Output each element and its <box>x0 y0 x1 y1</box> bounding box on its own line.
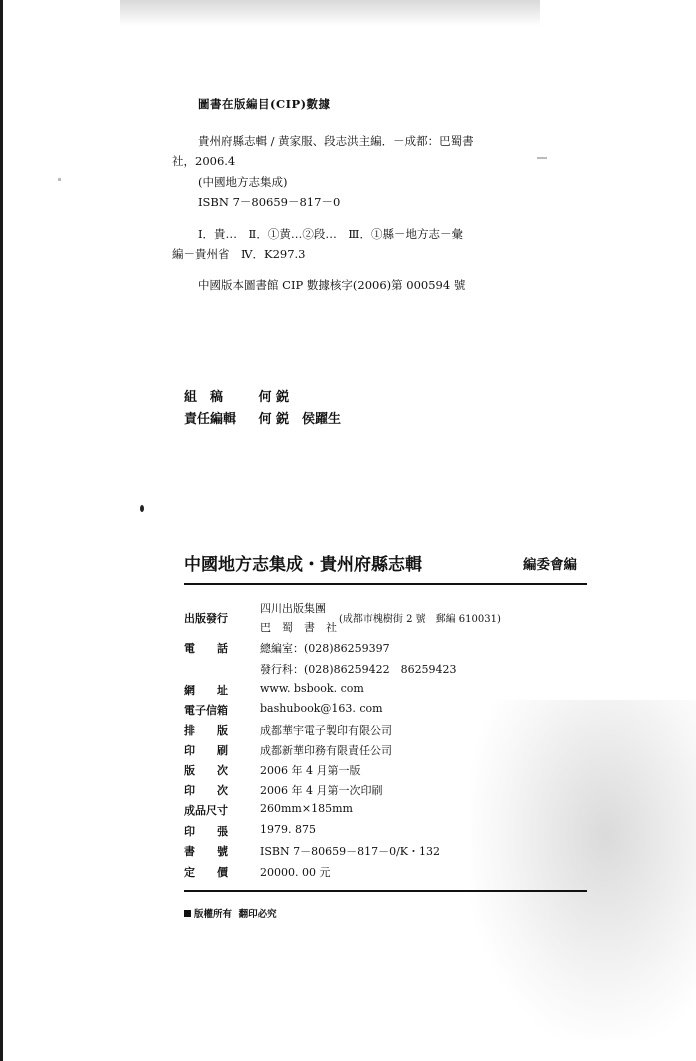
email-label: 電子信箱 <box>184 704 228 717</box>
website-label: 網 址 <box>184 684 228 697</box>
top-rule <box>184 583 587 585</box>
edition-value: 2006 年 4 月第一版 <box>260 764 361 777</box>
cip-line: (中國地方志集成) <box>198 175 288 189</box>
organizer-label: 組 稿 <box>184 390 224 405</box>
cip-line: ISBN 7－80659－817－0 <box>198 195 341 209</box>
organizer-name: 何 鋭 <box>258 390 290 405</box>
phone-sales: 發行科：(028)86259422 86259423 <box>260 663 457 676</box>
cip-line: Ⅰ．貴… Ⅱ．①黄…②段… Ⅲ．①縣－地方志－彙 <box>198 227 463 241</box>
publisher-press: 巴 蜀 書 社 <box>260 621 337 634</box>
scan-speck <box>140 505 144 512</box>
size-value: 260mm×185mm <box>260 802 353 815</box>
editor-label: 責任編輯 <box>184 412 237 427</box>
rights-notice <box>184 906 277 920</box>
typeset-label: 排 版 <box>184 724 228 737</box>
scan-speck <box>537 157 547 159</box>
phone-row <box>184 640 584 680</box>
square-bullet-icon <box>184 910 191 917</box>
isbn-label: 書 號 <box>184 845 228 858</box>
printer-value: 成都新華印務有限責任公司 <box>260 744 392 757</box>
price-value: 20000. 00 元 <box>260 866 331 879</box>
cip-heading: 圖書在版編目(CIP)數據 <box>198 97 331 111</box>
size-label: 成品尺寸 <box>184 804 228 817</box>
publisher-group: 四川出版集團 <box>260 602 326 615</box>
editor-names: 何 鋭 侯躍生 <box>258 412 342 427</box>
email-value: bashubook@163. com <box>260 702 383 715</box>
publisher-address: (成都市槐樹街 2 號 郵編 610031) <box>339 614 501 625</box>
scan-speck <box>58 178 61 181</box>
series-title: 中國地方志集成・貴州府縣志輯 <box>184 555 422 575</box>
phone-editorial: 總編室：(028)86259397 <box>260 642 390 655</box>
typeset-value: 成都華宇電子製印有限公司 <box>260 724 392 737</box>
printer-label: 印 刷 <box>184 744 228 757</box>
organizer-row <box>184 386 289 405</box>
editor-row <box>184 408 341 427</box>
cip-line: 編－貴州省 Ⅳ．K297.3 <box>172 247 306 261</box>
scan-edge <box>0 0 3 1061</box>
rights-text-1: 版權所有 <box>194 909 233 920</box>
rights-text-2: 翻印必究 <box>238 909 277 920</box>
isbn-value: ISBN 7－80659－817－0/K・132 <box>260 845 440 858</box>
impression-value: 2006 年 4 月第一次印刷 <box>260 784 383 797</box>
scan-shadow-top <box>120 0 540 26</box>
scan-shadow-bottom-right <box>470 700 696 1040</box>
sheets-label: 印 張 <box>184 825 228 838</box>
cip-line: 社，2006.4 <box>172 154 236 168</box>
bottom-rule <box>184 890 587 892</box>
impression-label: 印 次 <box>184 784 228 797</box>
phone-label: 電 話 <box>184 642 228 655</box>
website-value: www. bsbook. com <box>260 682 364 695</box>
sheets-value: 1979. 875 <box>260 823 316 836</box>
publisher-label: 出版發行 <box>184 612 228 625</box>
cip-line: 中國版本圖書館 CIP 數據核字(2006)第 000594 號 <box>198 278 466 292</box>
cip-line: 貴州府縣志輯 / 黄家服、段志洪主編．－成都：巴蜀書 <box>198 134 474 148</box>
series-editor: 編委會編 <box>523 557 577 573</box>
edition-label: 版 次 <box>184 764 228 777</box>
price-label: 定 價 <box>184 866 228 879</box>
publisher-row <box>184 600 584 634</box>
